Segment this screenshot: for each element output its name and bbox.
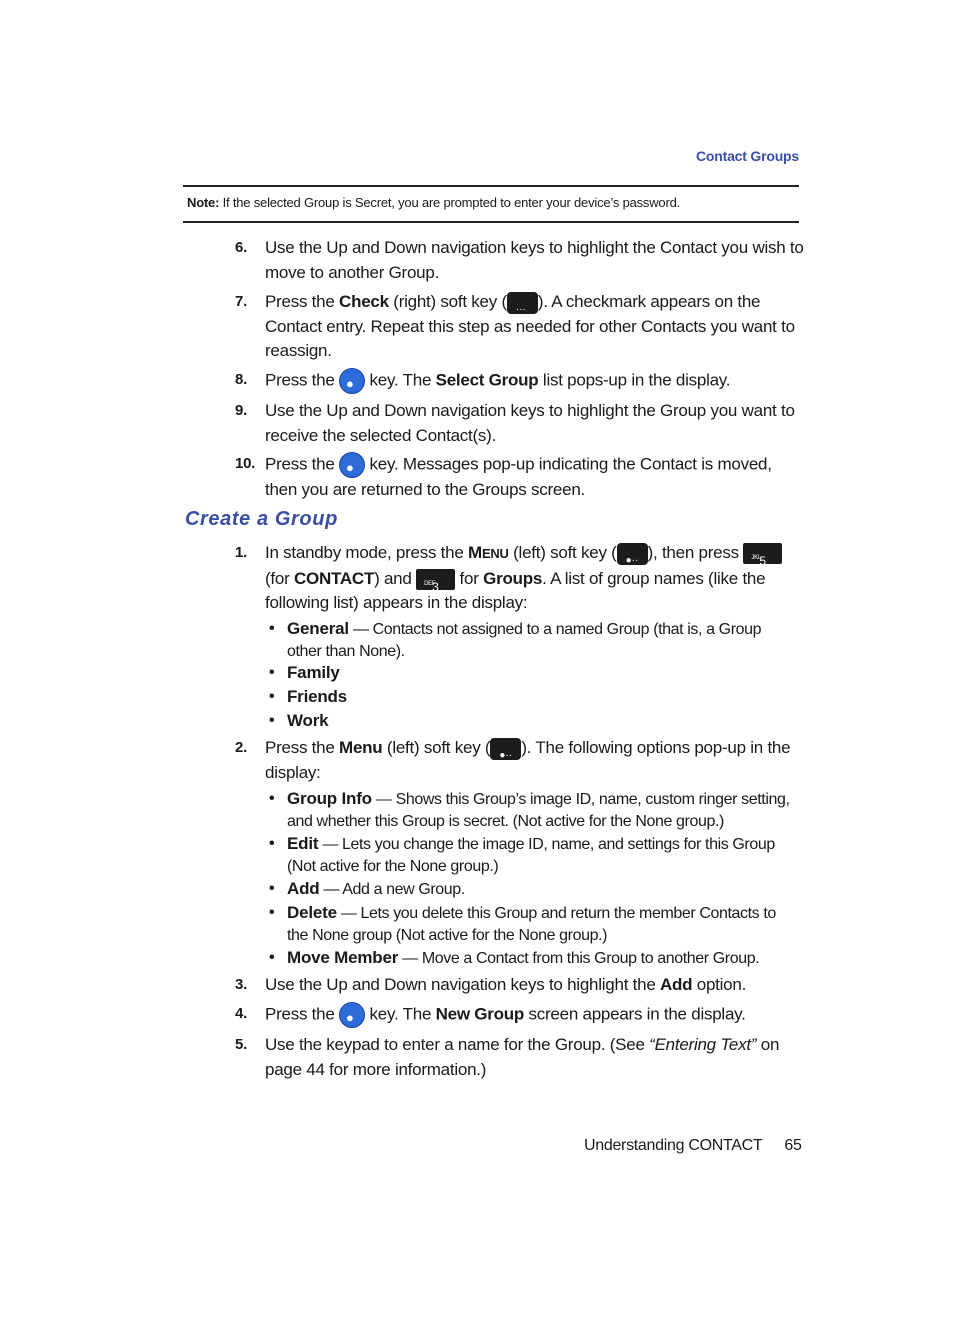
step-text: (left) soft key ( (508, 543, 617, 562)
step-7 (235, 290, 805, 364)
step-text: (left) soft key ( (382, 738, 491, 757)
step-text: Press the (265, 1004, 340, 1024)
new-group-label: New Group (435, 1004, 525, 1024)
step-8 (235, 368, 805, 394)
create-step-5 (235, 1033, 800, 1082)
ok-key-icon: ● (339, 1002, 365, 1028)
menu-label: Menu (339, 738, 383, 757)
step-number: 4. (235, 1005, 248, 1022)
step-text: Press the (265, 370, 340, 390)
softkey-left-icon: ●·· (617, 543, 648, 565)
step-text: key. Messages pop-up indicating the Contact is moved, then you are returned to the Groups screen. (265, 454, 772, 499)
list-desc: — Lets you change the image ID, name, and settings for this Group (Not active for the None group.) (287, 836, 775, 875)
note-label: Note: (187, 195, 220, 210)
bullet: • (269, 835, 275, 852)
list-item (269, 710, 329, 733)
list-desc: — Shows this Group’s image ID, name, custom ringer setting, and whether this Group is secret. (Not active for the None group.) (287, 791, 790, 830)
step-text: screen appears in the display. (524, 1004, 746, 1024)
step-text: ), then press (647, 543, 744, 562)
list-term: Move Member (287, 948, 399, 967)
list-term: Friends (287, 687, 348, 706)
key-3-digit: 3 (432, 579, 439, 594)
add-label: Add (660, 975, 693, 994)
key-5-icon (743, 543, 782, 569)
list-desc: — Add a new Group. (319, 881, 465, 898)
list-item (269, 833, 797, 878)
list-item (269, 618, 787, 663)
bullet: • (269, 688, 275, 705)
step-text: Use the Up and Down navigation keys to highlight the (265, 975, 660, 994)
list-term: Add (287, 879, 320, 898)
list-term: Work (287, 711, 329, 730)
create-step-1 (235, 541, 805, 616)
step-text: Use the Up and Down navigation keys to highlight the Group you want to receive the selected Contact(s). (265, 401, 795, 445)
list-term: Family (287, 663, 340, 682)
step-number: 5. (235, 1036, 248, 1053)
step-text: Press the (265, 738, 340, 757)
step-text: key. The (365, 1004, 436, 1024)
step-text: ) and (374, 568, 417, 588)
step-number: 3. (235, 976, 248, 993)
step-text: list pops-up in the display. (538, 370, 731, 390)
list-term: Group Info (287, 789, 372, 808)
bullet: • (269, 712, 275, 729)
key-3-icon (416, 569, 455, 594)
page-footer (584, 1137, 802, 1155)
ok-key-icon: ● (339, 368, 365, 394)
page-number: 65 (784, 1137, 802, 1154)
softkey-left-icon: ●·· (490, 738, 521, 760)
step-text: (right) soft key ( (388, 292, 507, 311)
list-item (269, 878, 465, 901)
step-text: option. (692, 975, 747, 994)
step-text: on page 44 for more information.) (265, 1035, 780, 1079)
step-number: 8. (235, 371, 248, 388)
list-item (269, 686, 348, 709)
bullet: • (269, 664, 275, 681)
softkey-right-icon: ··· (507, 292, 538, 314)
list-desc: — Move a Contact from this Group to another Group. (398, 950, 760, 967)
key-3-letters: DEF (424, 580, 436, 587)
step-text: (for (265, 568, 294, 588)
bullet: • (269, 790, 275, 807)
step-6 (235, 236, 805, 285)
bullet: • (269, 620, 275, 637)
contact-label: CONTACT (293, 568, 375, 588)
check-label: Check (339, 292, 389, 311)
list-term: General (287, 619, 349, 638)
step-text: . A list of group names (like the following list) appears in the display: (265, 568, 766, 612)
create-step-2 (235, 736, 805, 785)
menu-label (468, 543, 509, 562)
step-text: Use the Up and Down navigation keys to highlight the Contact you wish to move to another Group. (265, 238, 804, 282)
step-number: 10. (235, 455, 256, 472)
list-item (269, 947, 802, 970)
step-10 (235, 452, 805, 503)
key-5-digit: 5 (759, 554, 766, 569)
entering-text-link[interactable]: “Entering Text” (649, 1035, 757, 1054)
list-item (269, 662, 340, 685)
section-title: Create a Group (185, 508, 338, 530)
step-number: 1. (235, 544, 248, 561)
menu-label-rest: ENU (481, 546, 509, 561)
note-top-rule (183, 185, 799, 187)
step-text: Press the (265, 454, 340, 474)
step-text: In standby mode, press the (265, 543, 469, 562)
create-step-3 (235, 973, 805, 998)
note-bottom-rule (183, 221, 799, 223)
groups-label: Groups (483, 568, 543, 588)
menu-label-initial: M (468, 543, 482, 562)
footer-chapter: Understanding CONTACT (584, 1137, 763, 1154)
note-text: If the selected Group is Secret, you are prompted to enter your device’s password. (219, 195, 681, 210)
step-text: key. The (365, 370, 436, 390)
step-number: 6. (235, 239, 248, 256)
list-item (269, 902, 792, 947)
create-step-4 (235, 1002, 805, 1028)
step-text: Use the keypad to enter a name for the Group. (See (265, 1035, 650, 1054)
key-5-letters: JKL (751, 555, 761, 562)
step-text: for (455, 568, 484, 588)
step-text: ). A checkmark appears on the Contact entry. Repeat this step as needed for other Contacts you want to reassign. (265, 292, 795, 360)
step-number: 7. (235, 293, 248, 310)
list-desc: — Contacts not assigned to a named Group (that is, a Group other than None). (287, 621, 762, 660)
ok-key-icon: ● (339, 452, 365, 478)
bullet: • (269, 949, 275, 966)
list-desc: — Lets you delete this Group and return the member Contacts to the None group (Not active for the None group.) (287, 905, 776, 944)
select-group-label: Select Group (435, 370, 539, 390)
running-head: Contact Groups (696, 148, 799, 164)
bullet: • (269, 880, 275, 897)
step-text: Press the (265, 292, 340, 311)
step-text: ). The following options pop-up in the display: (265, 738, 791, 782)
list-item (269, 788, 802, 833)
note (187, 195, 680, 210)
list-term: Edit (287, 834, 319, 853)
list-term: Delete (287, 903, 337, 922)
step-9 (235, 399, 805, 448)
step-number: 9. (235, 402, 248, 419)
step-number: 2. (235, 739, 248, 756)
bullet: • (269, 904, 275, 921)
